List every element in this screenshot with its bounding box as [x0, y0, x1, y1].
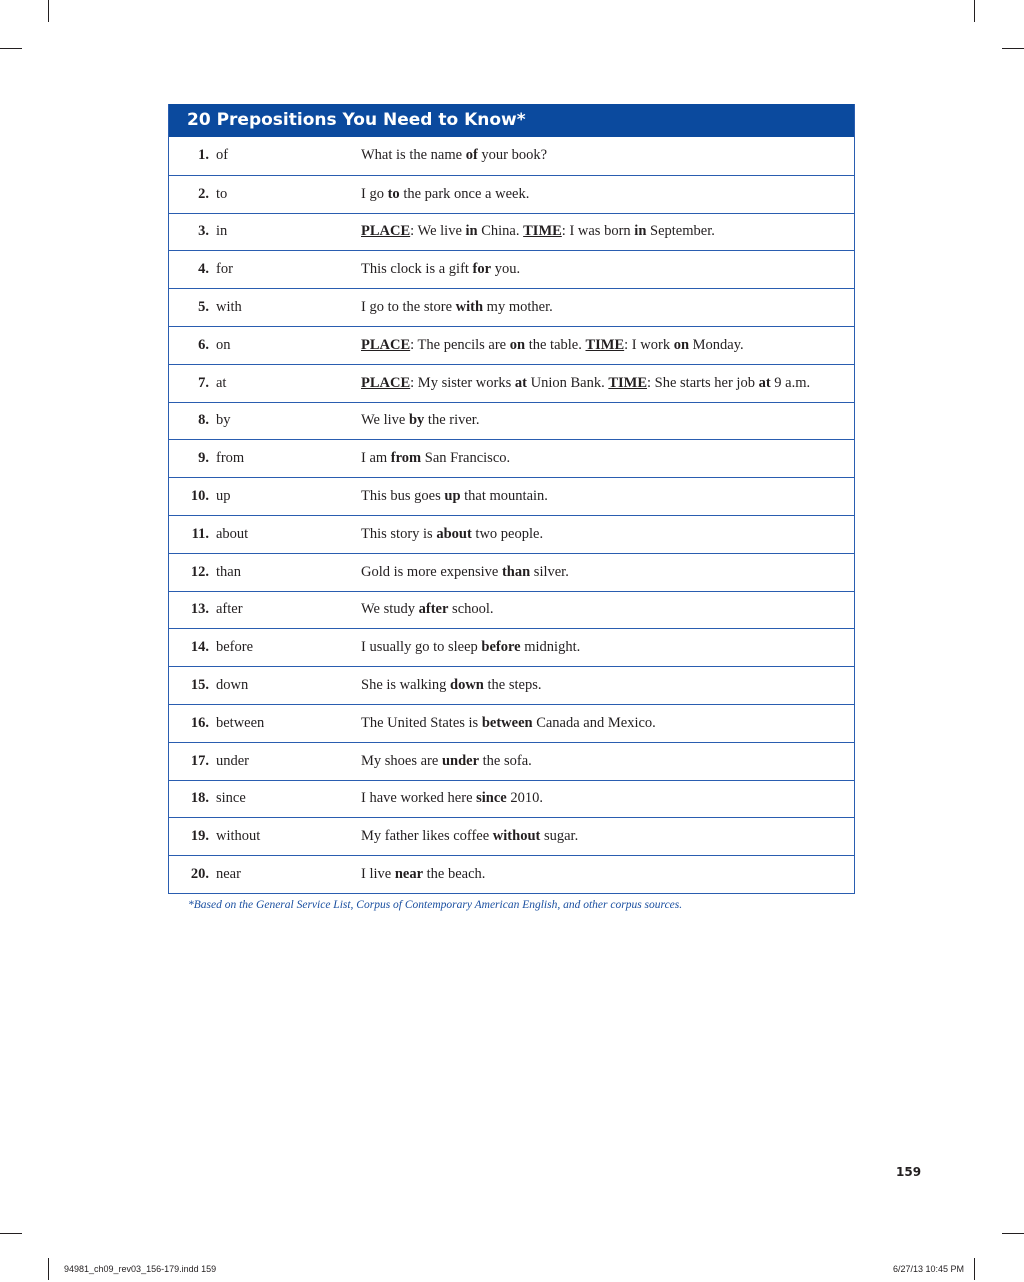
- row-number: 10.: [190, 488, 209, 505]
- highlighted-preposition: at: [758, 374, 771, 391]
- highlighted-preposition: under: [441, 752, 480, 769]
- table-row: [169, 326, 854, 364]
- highlighted-preposition: by: [408, 412, 425, 429]
- example-sentence: [361, 601, 854, 618]
- preposition: between: [216, 714, 265, 731]
- sentence-fragment: : I was born: [561, 223, 635, 240]
- sentence-fragment: This bus goes: [361, 488, 445, 505]
- example-sentence: [361, 564, 854, 581]
- preposition: to: [216, 185, 228, 202]
- example-sentence: [361, 866, 854, 883]
- highlighted-preposition: in: [634, 223, 647, 240]
- sentence-fragment: China.: [477, 223, 524, 240]
- crop-mark: [0, 1233, 22, 1234]
- prepositions-table: [168, 104, 855, 894]
- sentence-fragment: silver.: [530, 563, 569, 580]
- sentence-fragment: We study: [361, 601, 419, 618]
- sentence-fragment: the table.: [525, 336, 586, 353]
- context-label: TIME: [523, 223, 562, 240]
- table-row: [169, 477, 854, 515]
- example-sentence: [361, 223, 854, 240]
- example-sentence: [361, 450, 854, 467]
- sentence-fragment: This clock is a gift: [361, 261, 473, 278]
- sentence-fragment: : My sister works: [410, 374, 515, 391]
- sentence-fragment: I am: [361, 450, 391, 467]
- slug-file: 94981_ch09_rev03_156-179.indd 159: [64, 1264, 217, 1274]
- highlighted-preposition: to: [387, 185, 400, 202]
- sentence-fragment: Gold is more expensive: [361, 563, 502, 580]
- row-number: 20.: [190, 866, 209, 883]
- table-row: [169, 250, 854, 288]
- sentence-fragment: I usually go to sleep: [361, 639, 482, 656]
- context-label: PLACE: [361, 374, 411, 391]
- sentence-fragment: the steps.: [483, 677, 542, 694]
- sentence-fragment: My shoes are: [361, 752, 442, 769]
- table-row: [169, 780, 854, 818]
- highlighted-preposition: with: [455, 299, 484, 316]
- preposition: down: [216, 677, 249, 694]
- example-sentence: [361, 147, 854, 164]
- example-sentence: [361, 337, 854, 354]
- preposition: at: [216, 374, 227, 391]
- highlighted-preposition: before: [481, 639, 521, 656]
- highlighted-preposition: for: [472, 261, 492, 278]
- sentence-fragment: the park once a week.: [399, 185, 530, 202]
- preposition: up: [216, 488, 231, 505]
- preposition: since: [216, 790, 246, 807]
- footnote: *Based on the General Service List, Corpus of Contemporary American English, and other corpus sources.: [188, 899, 683, 911]
- highlighted-preposition: between: [481, 714, 533, 731]
- preposition: on: [216, 336, 231, 353]
- example-sentence: [361, 261, 854, 278]
- highlighted-preposition: from: [390, 450, 422, 467]
- row-number: 2.: [198, 185, 209, 202]
- highlighted-preposition: about: [436, 525, 472, 542]
- preposition: than: [216, 563, 241, 580]
- preposition: for: [216, 261, 233, 278]
- sentence-fragment: What is the name: [361, 147, 466, 164]
- example-sentence: [361, 375, 854, 392]
- slug-date: 6/27/13 10:45 PM: [893, 1264, 965, 1274]
- highlighted-preposition: up: [444, 488, 461, 505]
- table-row: [169, 742, 854, 780]
- highlighted-preposition: down: [450, 677, 484, 694]
- row-number: 8.: [198, 412, 209, 429]
- table-row: [169, 628, 854, 666]
- row-number: 4.: [198, 261, 209, 278]
- highlighted-preposition: after: [418, 601, 449, 618]
- row-number: 9.: [198, 450, 209, 467]
- sentence-fragment: Monday.: [689, 336, 744, 353]
- table-row: [169, 553, 854, 591]
- crop-mark: [48, 1258, 49, 1280]
- sentence-fragment: September.: [646, 223, 715, 240]
- sentence-fragment: I live: [361, 866, 395, 883]
- example-sentence: [361, 639, 854, 656]
- row-number: 19.: [190, 828, 209, 845]
- sentence-fragment: two people.: [471, 525, 544, 542]
- sentence-fragment: the sofa.: [479, 752, 532, 769]
- sentence-fragment: We live: [361, 412, 409, 429]
- sentence-fragment: 9 a.m.: [770, 374, 811, 391]
- table-row: [169, 402, 854, 440]
- preposition: by: [216, 412, 231, 429]
- row-number: 6.: [198, 336, 209, 353]
- highlighted-preposition: since: [476, 790, 507, 807]
- table-row: [169, 855, 854, 893]
- highlighted-preposition: than: [501, 563, 531, 580]
- table-row: [169, 591, 854, 629]
- sentence-fragment: you.: [491, 261, 521, 278]
- preposition: before: [216, 639, 254, 656]
- example-sentence: [361, 677, 854, 694]
- row-number: 16.: [190, 714, 209, 731]
- sentence-fragment: I have worked here: [361, 790, 477, 807]
- sentence-fragment: She is walking: [361, 677, 451, 694]
- sentence-fragment: sugar.: [540, 828, 579, 845]
- row-number: 15.: [190, 677, 209, 694]
- table-row: [169, 817, 854, 855]
- highlighted-preposition: of: [465, 147, 478, 164]
- row-number: 1.: [198, 147, 209, 164]
- table-row: [169, 137, 854, 175]
- row-number: 12.: [190, 563, 209, 580]
- sentence-fragment: The United States is: [361, 714, 482, 731]
- preposition: near: [216, 866, 241, 883]
- example-sentence: [361, 299, 854, 316]
- table-row: [169, 666, 854, 704]
- sentence-fragment: that mountain.: [460, 488, 548, 505]
- sentence-fragment: I go: [361, 185, 388, 202]
- sentence-fragment: your book?: [477, 147, 548, 164]
- table-row: [169, 288, 854, 326]
- sentence-fragment: : She starts her job: [647, 374, 759, 391]
- highlighted-preposition: on: [509, 336, 526, 353]
- highlighted-preposition: on: [673, 336, 690, 353]
- sentence-fragment: I go to the store: [361, 299, 456, 316]
- example-sentence: [361, 828, 854, 845]
- table-row: [169, 704, 854, 742]
- example-sentence: [361, 790, 854, 807]
- sentence-fragment: This story is: [361, 525, 437, 542]
- preposition: after: [216, 601, 243, 618]
- highlighted-preposition: without: [492, 828, 541, 845]
- preposition: from: [216, 450, 245, 467]
- crop-mark: [974, 1258, 975, 1280]
- row-number: 5.: [198, 299, 209, 316]
- context-label: TIME: [608, 374, 648, 391]
- example-sentence: [361, 186, 854, 203]
- row-number: 7.: [198, 374, 209, 391]
- crop-mark: [1002, 1233, 1024, 1234]
- highlighted-preposition: in: [465, 223, 478, 240]
- table-row: [169, 364, 854, 402]
- sentence-fragment: Canada and Mexico.: [532, 714, 656, 731]
- table-row: [169, 515, 854, 553]
- sentence-fragment: My father likes coffee: [361, 828, 493, 845]
- example-sentence: [361, 526, 854, 543]
- sentence-fragment: the river.: [424, 412, 480, 429]
- crop-mark: [0, 48, 22, 49]
- table-row: [169, 175, 854, 213]
- sentence-fragment: midnight.: [520, 639, 581, 656]
- highlighted-preposition: at: [514, 374, 527, 391]
- crop-mark: [48, 0, 49, 22]
- table-row: [169, 439, 854, 477]
- sentence-fragment: my mother.: [483, 299, 553, 316]
- crop-mark: [1002, 48, 1024, 49]
- preposition: with: [216, 299, 242, 316]
- table-row: [169, 213, 854, 251]
- example-sentence: [361, 753, 854, 770]
- sentence-fragment: Union Bank.: [526, 374, 609, 391]
- sentence-fragment: 2010.: [506, 790, 543, 807]
- context-label: TIME: [585, 336, 625, 353]
- example-sentence: [361, 715, 854, 732]
- preposition: in: [216, 223, 228, 240]
- preposition: of: [216, 147, 229, 164]
- row-number: 3.: [198, 223, 209, 240]
- sentence-fragment: : The pencils are: [410, 336, 510, 353]
- row-number: 13.: [190, 601, 209, 618]
- example-sentence: [361, 412, 854, 429]
- preposition: under: [216, 752, 250, 769]
- table-title: 20 Prepositions You Need to Know*: [169, 104, 854, 137]
- context-label: PLACE: [361, 223, 411, 240]
- sentence-fragment: San Francisco.: [421, 450, 511, 467]
- sentence-fragment: : I work: [624, 336, 674, 353]
- sentence-fragment: school.: [448, 601, 494, 618]
- row-number: 18.: [190, 790, 209, 807]
- table-body: [169, 137, 854, 893]
- page-number: 159: [896, 1165, 922, 1179]
- highlighted-preposition: near: [394, 866, 424, 883]
- preposition: without: [216, 828, 261, 845]
- row-number: 14.: [190, 639, 209, 656]
- context-label: PLACE: [361, 336, 411, 353]
- preposition: about: [216, 525, 249, 542]
- sentence-fragment: the beach.: [423, 866, 486, 883]
- example-sentence: [361, 488, 854, 505]
- row-number: 11.: [191, 525, 209, 542]
- row-number: 17.: [190, 752, 209, 769]
- sentence-fragment: : We live: [410, 223, 466, 240]
- crop-mark: [974, 0, 975, 22]
